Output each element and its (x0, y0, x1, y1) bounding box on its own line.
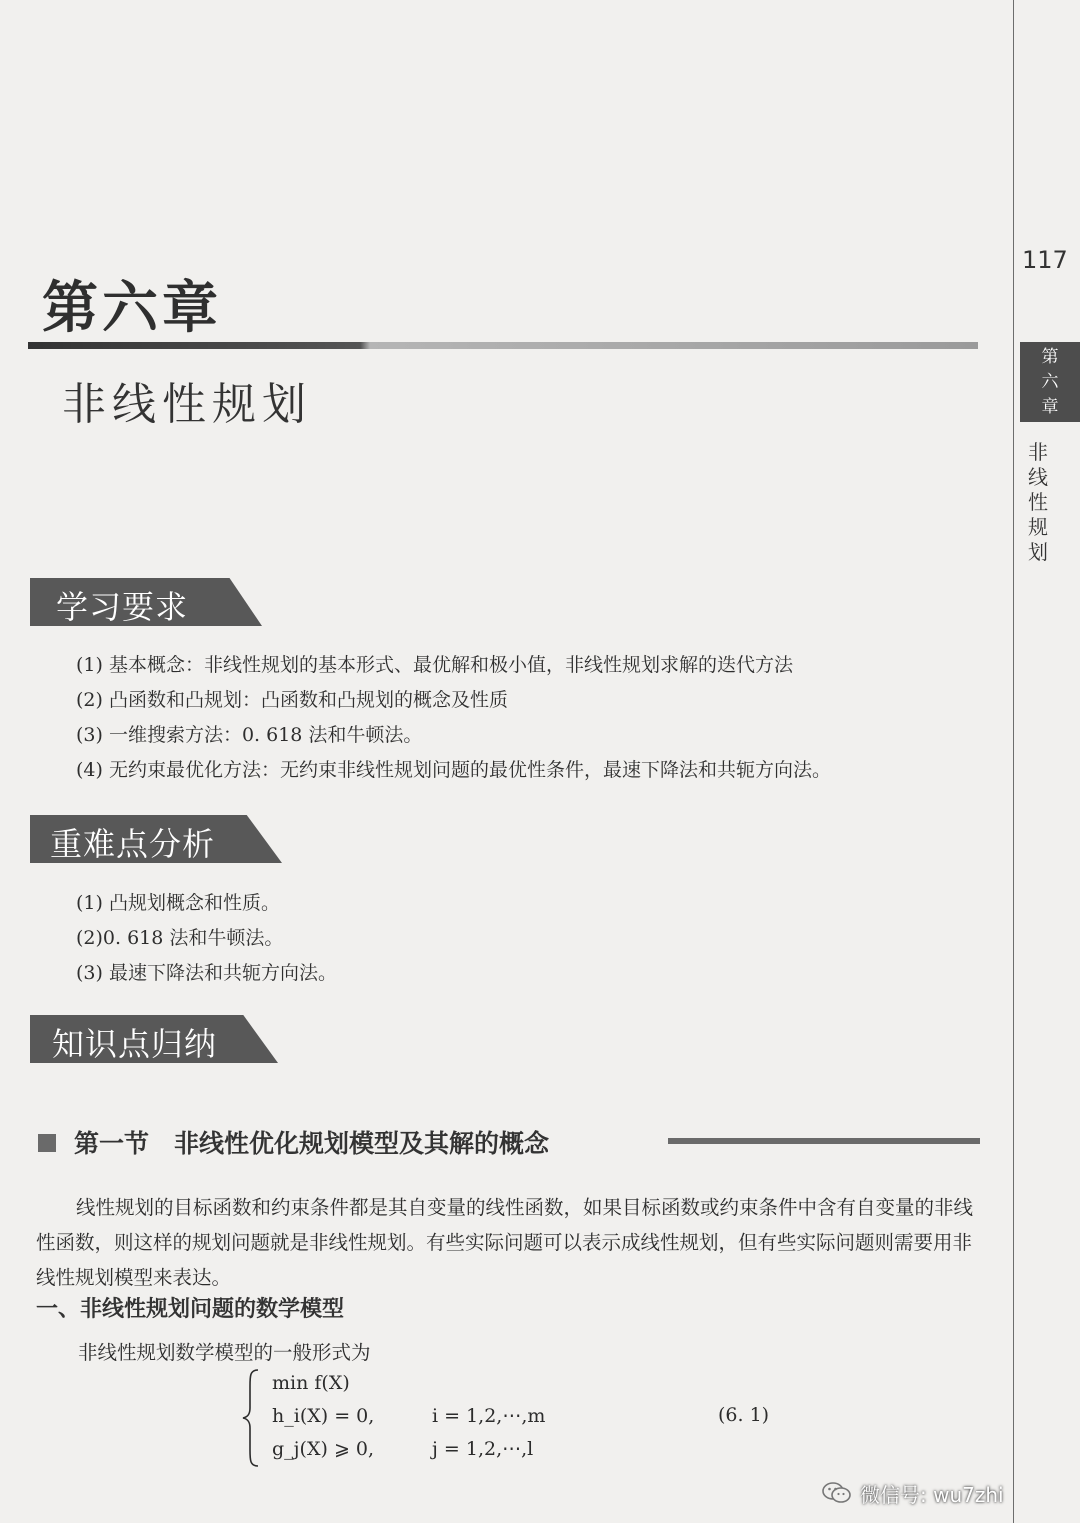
chapter-rule (28, 342, 978, 349)
side-tab-char: 章 (1041, 396, 1059, 417)
watermark-text: 微信号: wu7zhi (860, 1482, 1004, 1507)
formula-intro: 非线性规划数学模型的一般形式为 (78, 1341, 371, 1364)
formula-system (240, 1368, 800, 1468)
body-paragraph (36, 1190, 982, 1295)
left-brace (240, 1368, 262, 1468)
key-points-list (76, 886, 337, 991)
list-item: (2) 凸函数和凸规划：凸函数和凸规划的概念及性质 (76, 689, 508, 711)
banner-title: 知识点归纳 (52, 1025, 218, 1063)
equality-constraint-row (272, 1405, 546, 1427)
section-rule (668, 1138, 980, 1144)
chapter-label: 第六章 (42, 276, 222, 341)
side-title-char: 非 (1028, 440, 1048, 464)
inequality-constraint-row (272, 1438, 534, 1460)
constraint-expression: g_j(X) ⩾ 0, (272, 1438, 375, 1460)
margin-divider (1013, 0, 1014, 1523)
constraint-expression: h_i(X) = 0, (272, 1405, 375, 1427)
learning-requirements-banner (30, 578, 262, 626)
section-title: 第一节 非线性优化规划模型及其解的概念 (74, 1129, 550, 1158)
list-item: (3) 一维搜索方法：0. 618 法和牛顿法。 (76, 724, 423, 746)
constraint-index: j = 1,2,⋯,l (432, 1438, 534, 1460)
list-item: (2)0. 618 法和牛顿法。 (76, 927, 284, 949)
side-tab-char: 第 (1041, 346, 1059, 367)
equation-number: (6. 1) (718, 1404, 770, 1426)
page-number: 117 (1022, 246, 1068, 274)
constraint-index: i = 1,2,⋯,m (432, 1405, 546, 1427)
list-item: (4) 无约束最优化方法：无约束非线性规划问题的最优性条件，最速下降法和共轭方向法。 (76, 759, 831, 781)
wechat-icon (822, 1481, 852, 1505)
objective-row: min f(X) (272, 1372, 350, 1394)
list-item: (3) 最速下降法和共轭方向法。 (76, 962, 337, 984)
paragraph-text: 线性规划的目标函数和约束条件都是其自变量的线性函数，如果目标函数或约束条件中含有自变量的非线性函数，则这样的规划问题就是非线性规划。有些实际问题可以表示成线性规划，但有些实际问题则需要用非线性规划模型来表达。 (36, 1196, 974, 1289)
list-item: (1) 基本概念：非线性规划的基本形式、最优解和极小值，非线性规划求解的迭代方法 (76, 654, 793, 676)
side-tab-char: 六 (1041, 371, 1059, 392)
section-heading (36, 1122, 980, 1162)
side-title-char: 规 (1028, 515, 1048, 539)
section-marker (38, 1134, 56, 1152)
subsection-heading: 一、非线性规划问题的数学模型 (36, 1297, 345, 1322)
banner-title: 学习要求 (56, 588, 189, 626)
key-points-banner (30, 815, 282, 863)
knowledge-banner (30, 1015, 278, 1063)
chapter-side-title (1024, 440, 1052, 565)
side-title-char: 性 (1028, 490, 1048, 514)
learning-requirements-list (76, 648, 831, 788)
list-item: (1) 凸规划概念和性质。 (76, 892, 280, 914)
chapter-side-tab (1020, 342, 1080, 422)
wechat-watermark (822, 1479, 1004, 1507)
side-title-char: 线 (1028, 465, 1048, 489)
chapter-title: 非线性规划 (62, 379, 312, 430)
side-title-char: 划 (1028, 540, 1048, 564)
banner-title: 重难点分析 (50, 825, 216, 863)
